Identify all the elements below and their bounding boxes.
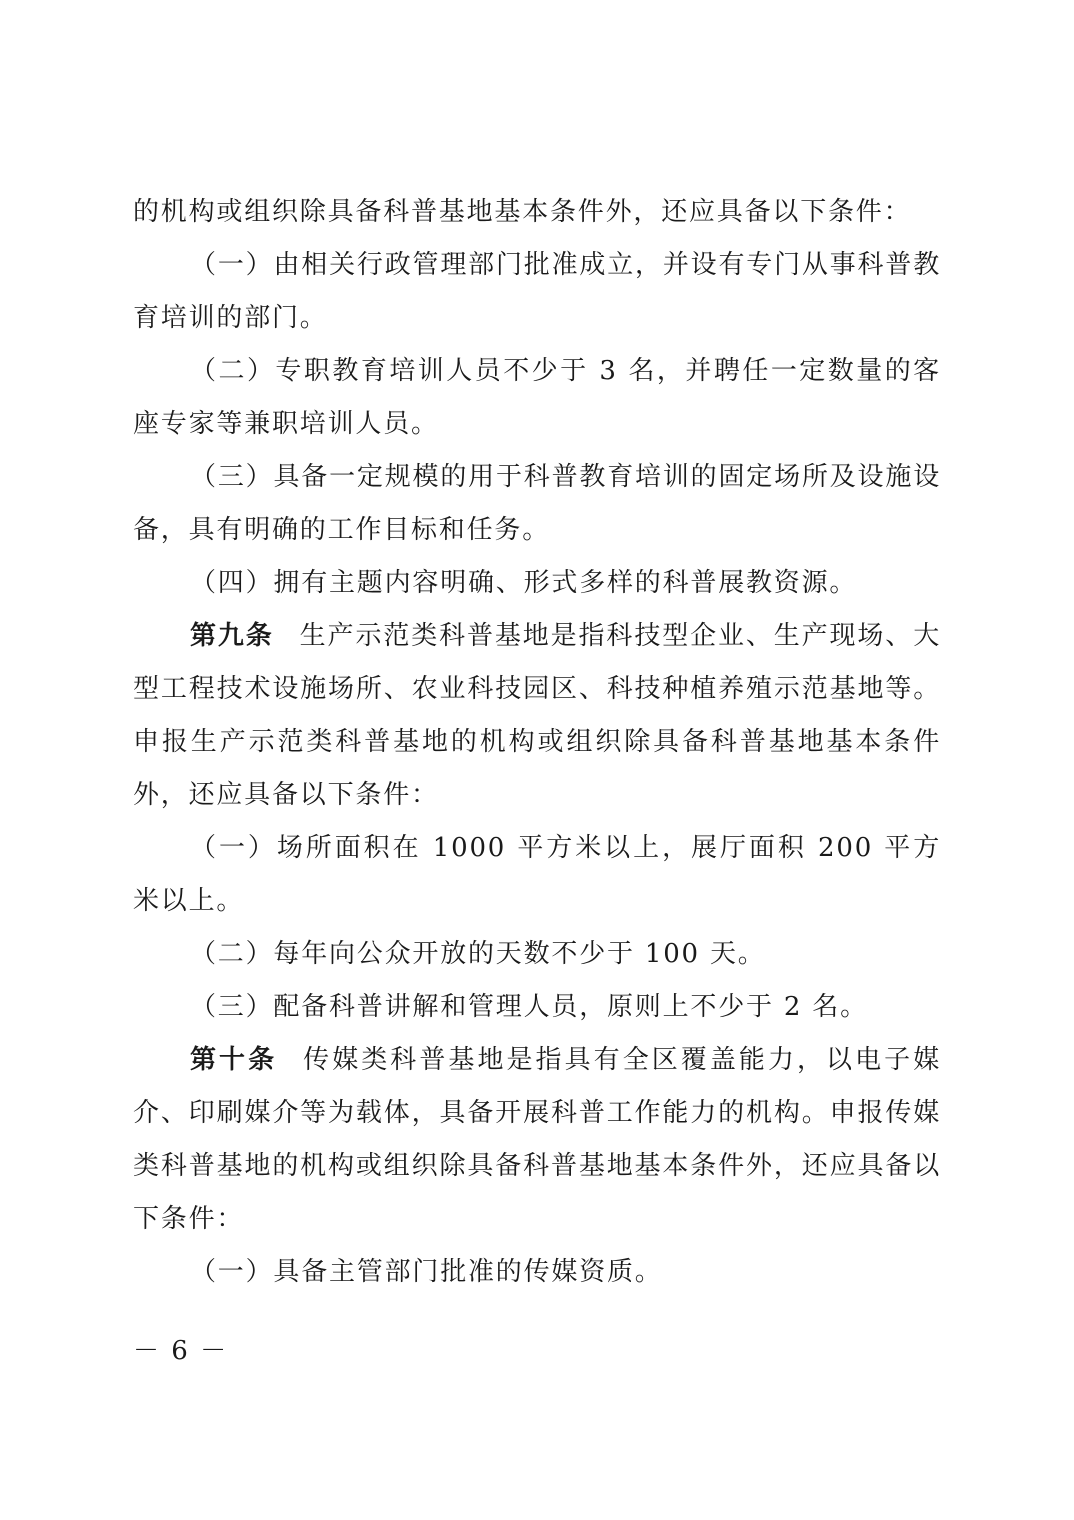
article-paragraph: 第十条 传媒类科普基地是指具有全区覆盖能力，以电子媒介、印刷媒介等为载体，具备开展科普工作能力的机构。申报传媒类科普基地的机构或组织除具备科普基地基本条件外，还应具备以下条件： — [133, 1045, 941, 1234]
paragraph-item: （二）每年向公众开放的天数不少于 100 天。 — [190, 939, 766, 969]
paragraph-continuation: 的机构或组织除具备科普基地基本条件外，还应具备以下条件： — [133, 197, 912, 227]
paragraph-item: （四）拥有主题内容明确、形式多样的科普展教资源。 — [190, 568, 858, 598]
paragraph-item: （一）场所面积在 1000 平方米以上，展厅面积 200 平方米以上。 — [133, 833, 941, 916]
paragraph-item: （一）由相关行政管理部门批准成立，并设有专门从事科普教育培训的部门。 — [133, 250, 941, 333]
paragraph-item: （一）具备主管部门批准的传媒资质。 — [190, 1257, 663, 1287]
page-number: － 6 － — [133, 1336, 229, 1366]
article-title: 第十条 — [190, 1045, 278, 1075]
paragraph-item: （三）配备科普讲解和管理人员，原则上不少于 2 名。 — [190, 992, 868, 1022]
paragraph-item: （三）具备一定规模的用于科普教育培训的固定场所及设施设备，具有明确的工作目标和任务。 — [133, 462, 941, 545]
paragraph-item: （二）专职教育培训人员不少于 3 名，并聘任一定数量的客座专家等兼职培训人员。 — [133, 356, 941, 439]
article-title: 第九条 — [190, 621, 274, 651]
article-paragraph: 第九条 生产示范类科普基地是指科技型企业、生产现场、大型工程技术设施场所、农业科技园区、科技种植养殖示范基地等。申报生产示范类科普基地的机构或组织除具备科普基地基本条件外，还应具备以下条件： — [133, 621, 941, 810]
document-body — [133, 186, 941, 1299]
